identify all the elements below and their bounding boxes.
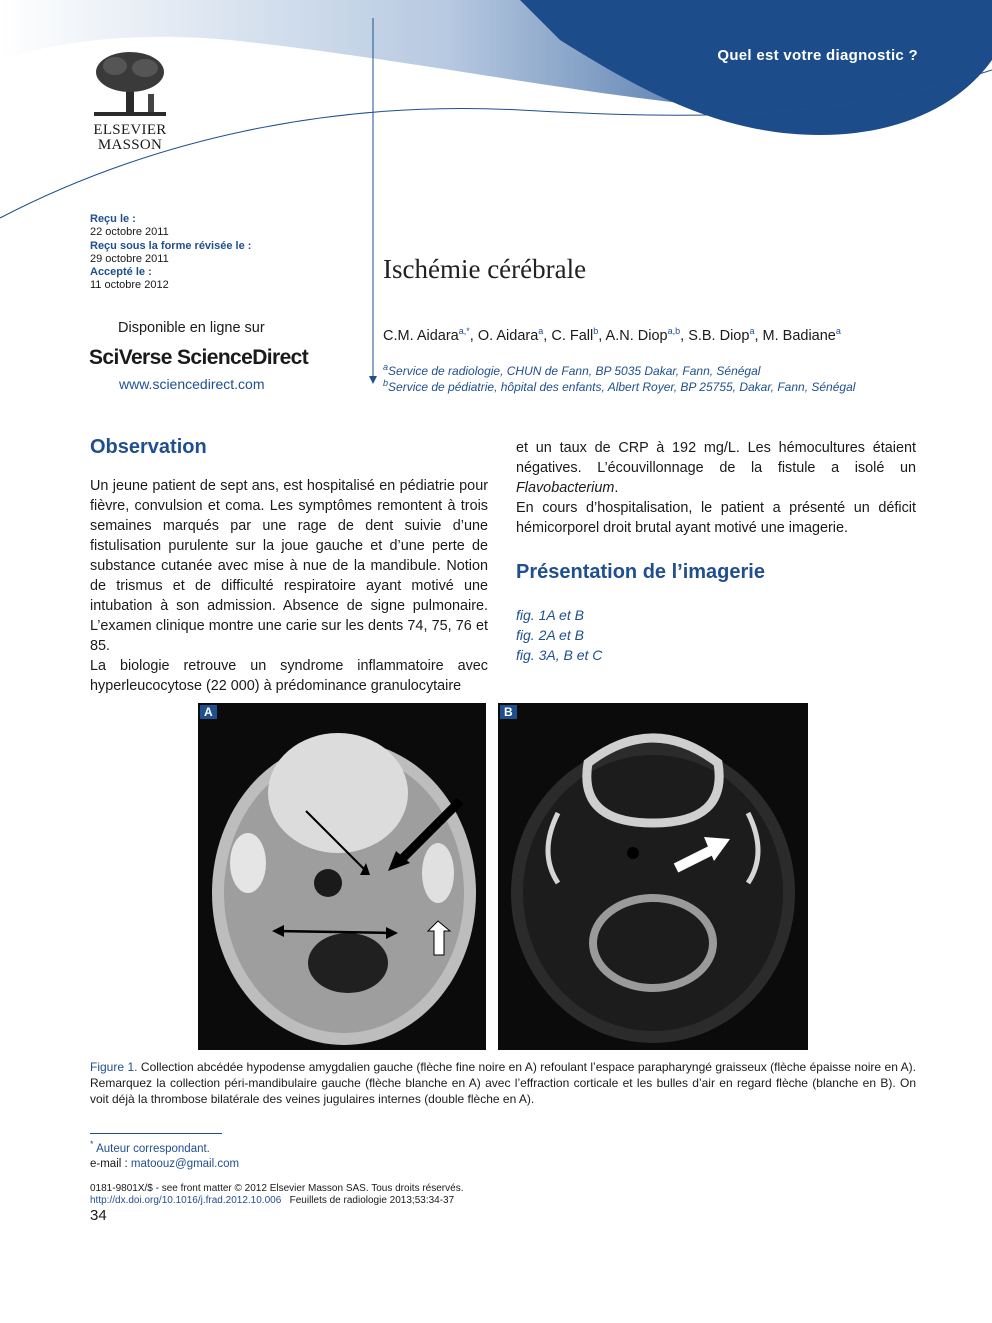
- observation-heading: Observation: [90, 436, 207, 458]
- imaging-heading: Présentation de l’imagerie: [516, 561, 765, 583]
- article-title: Ischémie cérébrale: [383, 254, 587, 284]
- sciencedirect-logo: SciVerse ScienceDirect: [89, 346, 309, 369]
- figure-ref-link[interactable]: fig. 2A et B: [516, 627, 584, 643]
- author: O. Aidara: [477, 327, 539, 344]
- publisher-name-1: ELSEVIER: [93, 122, 167, 138]
- author: C. Fall: [551, 327, 594, 344]
- observation-paragraph-1: Un jeune patient de sept ans, est hospitalisé en pédiatrie pour fièvre, convulsion et coma. Les symptômes remontent à trois semaines marqués par une rage de dent suivie d’une fistulisation purulente sur la joue gauche et d’une perte de substance cutanée avec mise à nue de la mandibule. Notion de trismus et de difficulté respiratoire ayant motivé une intubation à son admission. Absence de signe pulmonaire. L’examen clinique montre une carie sur les dents 74, 75, 76 et 85.: [90, 478, 488, 654]
- accepted-label: Accepté le :: [90, 266, 152, 279]
- panel-b-label: B: [500, 705, 517, 719]
- revised-label: Reçu sous la forme révisée le :: [90, 239, 252, 252]
- author: C.M. Aidara: [383, 327, 459, 344]
- page-number: 34: [90, 1207, 107, 1224]
- accepted-value: 11 octobre 2012: [90, 279, 169, 292]
- revised-value: 29 octobre 2011: [90, 252, 169, 265]
- right-column: [516, 438, 916, 538]
- received-label: Reçu le :: [90, 213, 136, 225]
- figure-ref-link[interactable]: fig. 3A, B et C: [516, 647, 603, 663]
- rubric-title: Quel est votre diagnostic ?: [717, 47, 918, 64]
- left-column: [90, 476, 488, 696]
- figure-caption-text: Collection abcédée hypodense amygdalien gauche (flèche fine noire en A) refoulant l’espace parapharyngé graisseux (flèche épaisse noire en A). Remarquez la collection péri-mandibulaire gauche (flèche blanche en A) avec l’effraction corticale et les bulles d’air en regard flèche (blanche en B). On voit déjà la thrombose bilatérale des veines jugulaires internes (double flèche en A).: [90, 1060, 916, 1106]
- author-sup[interactable]: a,b: [667, 326, 681, 336]
- corr-author-label: Auteur correspondant.: [96, 1142, 210, 1155]
- observation-paragraph-4: En cours d’hospitalisation, le patient a présenté un déficit hémicorporel droit brutal ayant motivé une imagerie.: [516, 500, 916, 536]
- ct-image-panel-a: [198, 703, 486, 1050]
- author-list: C.M. Aidara$^{a,*}$, O. Aidara$^a$, C. Fall$^b$, A.N. Diop$^{a,b}$, S.B. Diop$^a$, M. Badiane$^a$: [383, 326, 841, 344]
- journal-citation: Feuillets de radiologie 2013;53:34-37: [289, 1195, 455, 1206]
- figure-refs: [516, 605, 602, 665]
- panel-a-label: A: [200, 705, 217, 719]
- available-online-text: Disponible en ligne sur: [118, 320, 265, 336]
- ct-scan-a-image: [198, 703, 486, 1050]
- author-sup[interactable]: a,*: [458, 326, 470, 336]
- author-sup[interactable]: a: [835, 326, 841, 336]
- affiliation-b: $^b$Service de pédiatrie, hôpital des enfants, Albert Royer, BP 25755, Dakar, Fann, Sénégal: [383, 378, 856, 394]
- ct-image-panel-b: [498, 703, 808, 1050]
- copyright-line: 0181-9801X/$ - see front matter © 2012 Elsevier Masson SAS. Tous droits réservés.: [90, 1183, 464, 1194]
- author: S.B. Diop: [688, 327, 750, 344]
- tree-logo-icon: [90, 50, 170, 118]
- figure-caption: [90, 1059, 916, 1107]
- affiliation-a: $^a$Service de radiologie, CHUN de Fann, BP 5035 Dakar, Fann, Sénégal: [383, 362, 761, 378]
- ct-scan-b-image: [498, 703, 808, 1050]
- elsevier-logo: [84, 50, 176, 153]
- author: A.N. Diop: [605, 327, 668, 344]
- doi-link[interactable]: http://dx.doi.org/10.1016/j.frad.2012.10.006: [90, 1195, 282, 1206]
- copyright-block: [90, 1183, 463, 1207]
- observation-paragraph-2: La biologie retrouve un syndrome inflammatoire avec hyperleucocytose (22 000) à prédominance granulocytaire: [90, 658, 488, 694]
- author-sup[interactable]: b: [593, 326, 599, 336]
- author: M. Badiane: [762, 327, 836, 344]
- email-link[interactable]: matoouz@gmail.com: [130, 1157, 240, 1170]
- observation-paragraph-3: et un taux de CRP à 192 mg/L. Les hémocultures étaient négatives. L’écouvillonnage de la fistule a isolé un Flavobacterium.: [516, 440, 916, 496]
- email-label: e-mail :: [90, 1157, 131, 1170]
- figure-caption-label: Figure 1.: [90, 1060, 138, 1074]
- publisher-name-2: MASSON: [97, 137, 163, 153]
- received-value: 22 octobre 2011: [90, 226, 169, 239]
- corresponding-author-footnote: * Auteur correspondant. e-mail : matoouz@gmail.com: [90, 1139, 240, 1170]
- author-sup[interactable]: a: [538, 326, 544, 336]
- author-sup[interactable]: a: [749, 326, 755, 336]
- article-dates: [90, 213, 310, 293]
- sciencedirect-link[interactable]: www.sciencedirect.com: [119, 376, 265, 392]
- footnote-divider: [90, 1133, 222, 1134]
- figure-ref-link[interactable]: fig. 1A et B: [516, 607, 584, 623]
